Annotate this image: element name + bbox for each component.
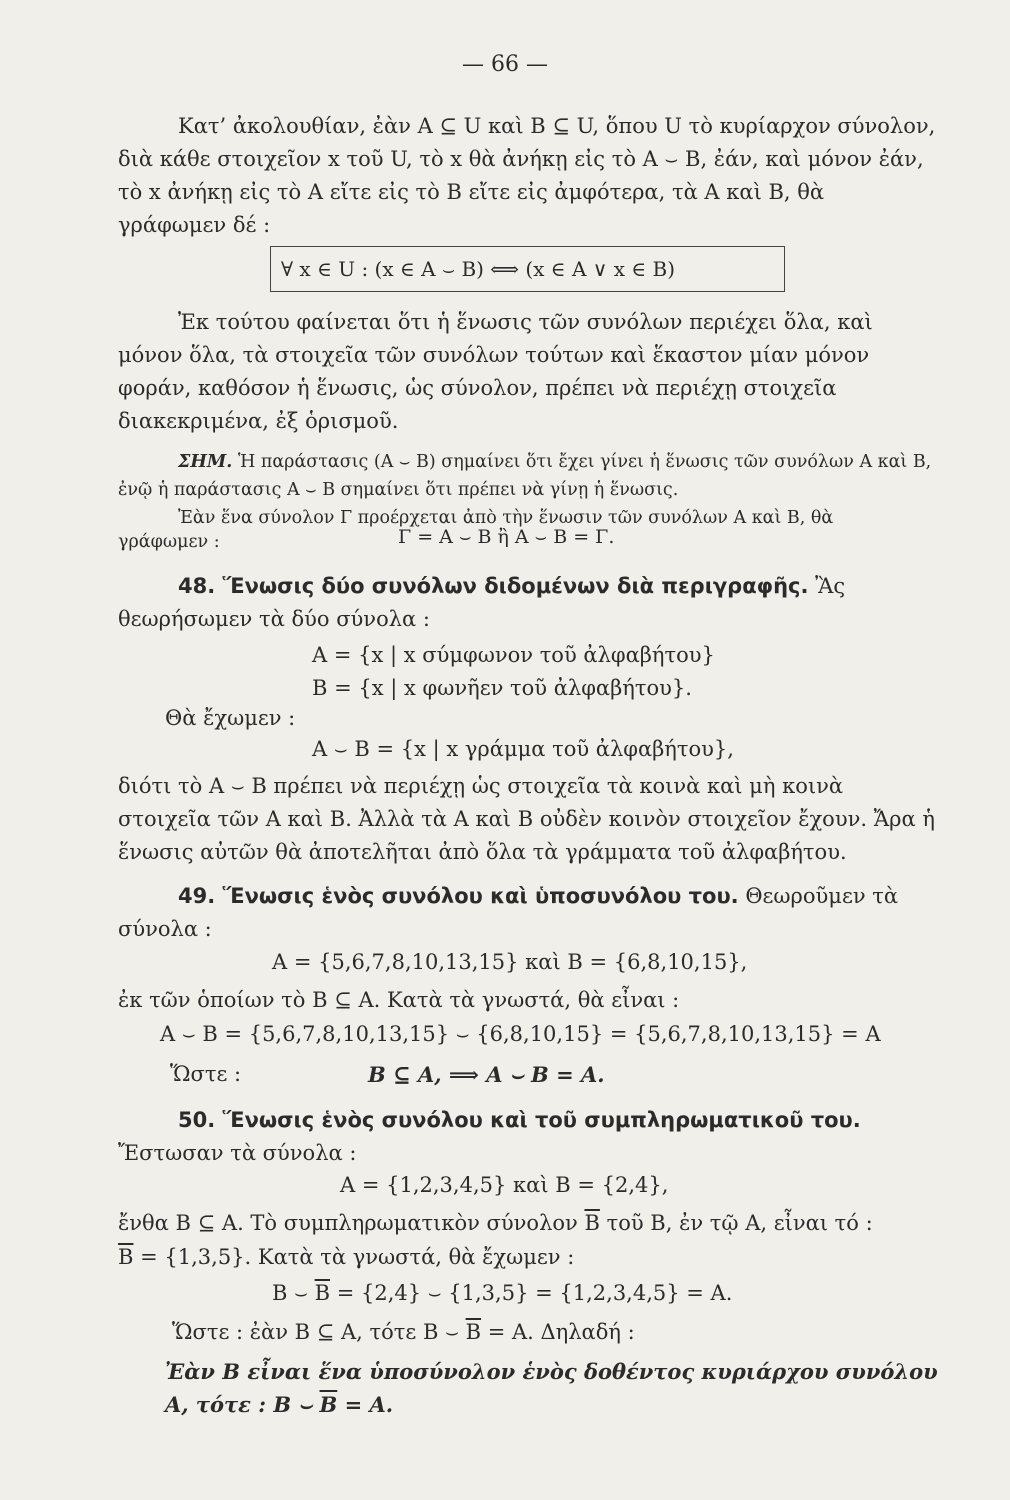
- page-number: — 66 —: [462, 52, 548, 77]
- s50-title: Ἕνωσις ἑνὸς συνόλου καὶ τοῦ συμπληρωματικοῦ του.: [215, 1108, 861, 1132]
- s50-rule: [165, 1355, 965, 1421]
- s49-hence: B ⊆ A, ⟹ A ⌣ B = A.: [368, 1062, 605, 1087]
- note-text-3-lead: γράφωμεν :: [118, 532, 220, 552]
- s48-title: Ἕνωσις δύο συνόλων διδομένων διὰ περιγραφῆς.: [215, 574, 809, 598]
- s50-calc-bbar: $\overline{B}$: [314, 1281, 331, 1305]
- s49-line2: ἐκ τῶν ὁποίων τὸ B ⊆ A. Κατὰ τὰ γνωστά, θὰ εἶναι :: [118, 988, 680, 1012]
- s49-title: Ἕνωσις ἑνὸς συνόλου καὶ ὑποσυνόλου του.: [215, 884, 739, 908]
- s50-hence-bbar: $\overline{B}$: [465, 1320, 482, 1344]
- boxed-formula: ∀ x ∈ U : (x ∈ A ⌣ B) ⟺ (x ∈ A ∨ x ∈ B): [270, 246, 785, 292]
- s49-number: 49.: [178, 884, 216, 908]
- s48-set-a: A = {x | x σύμφωνον τοῦ ἀλφαβήτου}: [312, 643, 715, 667]
- note-text-1: Ἡ παράστασις (A ⌣ B) σημαίνει ὅτι ἔχει γίνει ἡ ἕνωσις τῶν συνόλων A καὶ B, ἐνῷ ἡ παράστασις A ⌣ B σημαίνει ὅτι πρέπει νὰ γίνῃ ἡ ἕνωσις.: [118, 452, 932, 500]
- intro-paragraph: Κατ’ ἀκολουθίαν, ἐὰν A ⊆ U καὶ B ⊆ U, ὅπου U τὸ κυρίαρχον σύνολον, διὰ κάθε στοιχεῖον x τοῦ U, τὸ x θὰ ἀνήκῃ εἰς τὸ A ⌣ B, ἐάν, καὶ μόνον ἐάν, τὸ x ἀνήκῃ εἰς τὸ A εἴτε εἰς τὸ B εἴτε εἰς ἀμφότερα, τὰ A καὶ B, θὰ γράφωμεν δέ :: [118, 114, 936, 237]
- s50-line2-b: τοῦ B, ἐν τῷ A, εἶναι τό :: [599, 1211, 873, 1235]
- s50-hence: [172, 1320, 635, 1345]
- s49-hence-label: Ὥστε :: [170, 1062, 242, 1086]
- s50-line2-bbar: $\overline{B}$: [584, 1211, 600, 1235]
- s48-union: A ⌣ B = {x | x γράμμα τοῦ ἀλφαβήτου},: [312, 737, 734, 761]
- s50-hence-b: = A. Δηλαδή :: [481, 1320, 635, 1344]
- s50-line2-a: ἔνθα B ⊆ A. Τὸ συμπληρωματικὸν σύνολον: [118, 1211, 585, 1235]
- s50-line3: [118, 1245, 574, 1269]
- s49-lead: Θεωροῦμεν τὰ σύνολα :: [118, 884, 899, 941]
- s49-sets: A = {5,6,7,8,10,13,15} καὶ B = {6,8,10,15},: [272, 950, 748, 974]
- note-text-2: Ἐὰν ἕνα σύνολον Γ προέρχεται ἀπὸ τὴν ἕνωσιν τῶν συνόλων A καὶ B, θὰ: [178, 508, 834, 528]
- s50-rule-formula-bbar: $\overline{B}$: [319, 1392, 338, 1417]
- section-50: [118, 1104, 938, 1170]
- s48-set-b: B = {x | x φωνῆεν τοῦ ἀλφαβήτου}.: [312, 676, 692, 700]
- s49-calc: A ⌣ B = {5,6,7,8,10,13,15} ⌣ {6,8,10,15} = {5,6,7,8,10,13,15} = A: [160, 1022, 881, 1046]
- s50-hence-a: Ὥστε : ἐὰν B ⊆ A, τότε B ⌣: [172, 1320, 466, 1344]
- s50-rule-formula-b: = A.: [337, 1392, 394, 1417]
- s50-line2: [118, 1211, 873, 1235]
- s50-lead: Ἔστωσαν τὰ σύνολα :: [118, 1141, 357, 1165]
- note-formula: Γ = A ⌣ B ἢ A ⌣ B = Γ.: [398, 526, 615, 548]
- s50-line3-bbar: $\overline{B}$: [118, 1245, 134, 1269]
- s48-lead: Ἂς θεωρήσωμεν τὰ δύο σύνολα :: [118, 574, 846, 631]
- s48-explain: διότι τὸ A ⌣ B πρέπει νὰ περιέχῃ ὡς στοιχεῖα τὰ κοινὰ καὶ μὴ κοινὰ στοιχεῖα τῶν A καὶ B. Ἀλλὰ τὰ A καὶ B οὐδὲν κοινὸν στοιχεῖον ἔχουν. Ἄρα ἡ ἕνωσις αὐτῶν θὰ ἀποτελῆται ἀπὸ ὅλα τὰ γράμματα τοῦ ἀλφαβήτου.: [118, 774, 935, 864]
- s48-number: 48.: [178, 574, 216, 598]
- s50-number: 50.: [178, 1108, 216, 1132]
- s48-we-have: Θὰ ἔχωμεν :: [165, 706, 296, 730]
- section-48: [118, 570, 938, 636]
- section-49: [118, 880, 938, 946]
- s50-sets: A = {1,2,3,4,5} καὶ B = {2,4},: [340, 1173, 669, 1197]
- union-paragraph: Ἐκ τούτου φαίνεται ὅτι ἡ ἕνωσις τῶν συνόλων περιέχει ὅλα, καὶ μόνον ὅλα, τὰ στοιχεῖα τῶν συνόλων τούτων καὶ ἕκαστον μίαν μόνον φοράν, καθόσον ἡ ἕνωσις, ὡς σύνολον, πρέπει νὰ περιέχῃ στοιχεῖα διακεκριμένα, ἐξ ὁρισμοῦ.: [118, 310, 873, 433]
- note-label: ΣΗΜ.: [178, 452, 233, 472]
- s50-calc: [272, 1281, 732, 1306]
- s50-rule-text: Ἐὰν B εἶναι ἕνα ὑποσύνολον ἑνὸς δοθέντος κυριάρχου συνόλου A, τότε :: [165, 1359, 938, 1417]
- s50-calc-a: B ⌣: [272, 1281, 315, 1305]
- s50-rule-formula-a: B ⌣: [273, 1392, 320, 1417]
- note-paragraph: [118, 448, 938, 504]
- s50-calc-b: = {2,4} ⌣ {1,3,5} = {1,2,3,4,5} = A.: [330, 1281, 733, 1305]
- s50-line3-text: = {1,3,5}. Κατὰ τὰ γνωστά, θὰ ἔχωμεν :: [133, 1245, 575, 1269]
